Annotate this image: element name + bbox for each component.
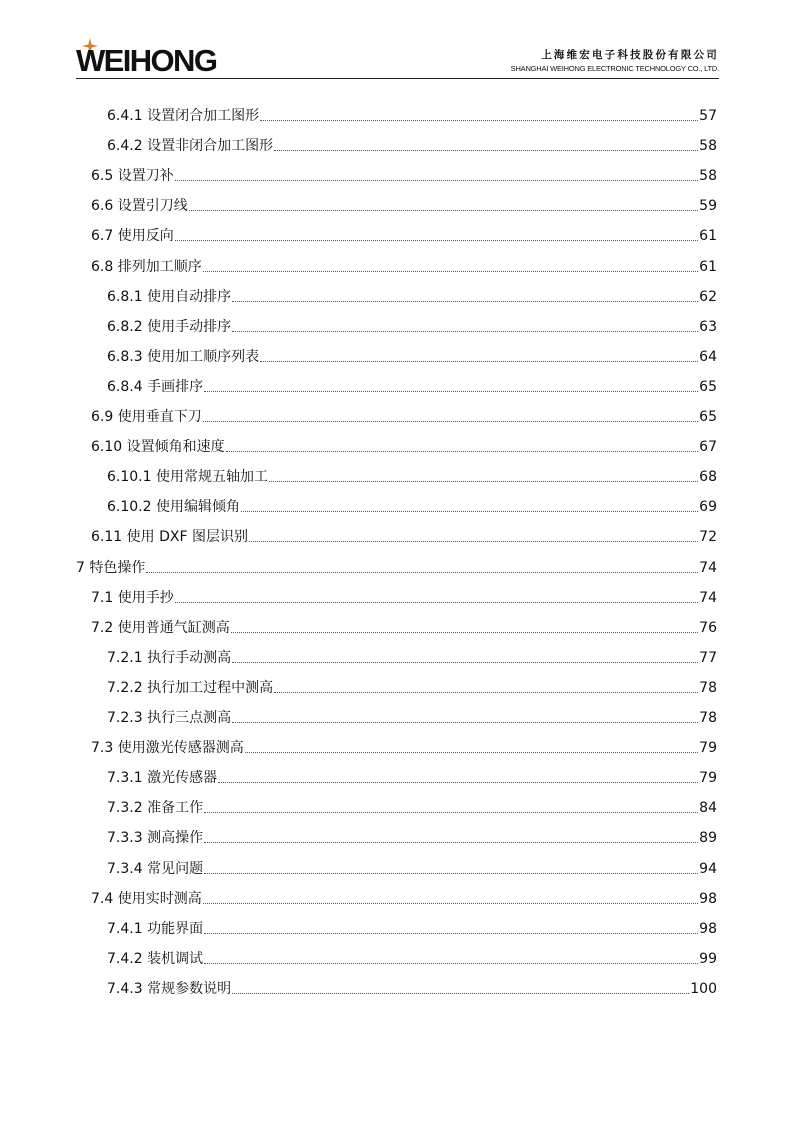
toc-page-number: 63: [699, 318, 717, 335]
toc-entry[interactable]: [107, 817, 717, 847]
toc-page-number: 94: [699, 860, 717, 877]
toc-dot-leader: [232, 993, 689, 994]
toc-dot-leader: [226, 451, 699, 452]
toc-entry[interactable]: [91, 215, 717, 245]
toc-entry[interactable]: [107, 757, 717, 787]
toc-entry[interactable]: [91, 426, 717, 456]
toc-page-number: 69: [699, 499, 717, 516]
toc-page-number: 58: [699, 138, 717, 155]
toc-entry[interactable]: [107, 486, 717, 516]
toc-dot-leader: [232, 722, 698, 723]
toc-page-number: 98: [699, 920, 717, 937]
toc-dot-leader: [203, 421, 698, 422]
toc-entry-title: 6.8.1 使用自动排序: [107, 288, 232, 305]
toc-page-number: 65: [699, 378, 717, 395]
toc-dot-leader: [232, 662, 698, 663]
toc-page-number: 74: [699, 589, 717, 606]
toc-dot-leader: [241, 511, 698, 512]
toc-page-number: 99: [699, 950, 717, 967]
toc-entry-title: 6.10 设置倾角和速度: [91, 439, 225, 456]
toc-page-number: 57: [699, 108, 717, 124]
toc-page-number: 64: [699, 348, 717, 365]
toc-page-number: 61: [699, 258, 717, 275]
toc-entry-title: 6.4.2 设置非闭合加工图形: [107, 138, 274, 155]
toc-entry-title: 7.2.3 执行三点测高: [107, 710, 232, 726]
toc-entry-title: 7.4.3 常规参数说明: [107, 980, 232, 997]
toc-dot-leader: [218, 782, 698, 783]
toc-entry-title: 7 特色操作: [76, 559, 146, 576]
toc-dot-leader: [274, 692, 698, 693]
logo-text: WEIHONG: [76, 43, 217, 78]
toc-entry-title: 7.2.1 执行手动测高: [107, 649, 232, 666]
toc-dot-leader: [189, 210, 698, 211]
toc-dot-leader: [249, 541, 698, 542]
toc-entry[interactable]: [91, 516, 717, 546]
toc-page-number: 78: [699, 679, 717, 696]
toc-dot-leader: [204, 933, 698, 934]
toc-page-number: 65: [699, 409, 717, 425]
toc-page-number: 62: [699, 288, 717, 305]
toc-dot-leader: [204, 391, 698, 392]
toc-entry-title: 6.9 使用垂直下刀: [91, 409, 202, 425]
toc-dot-leader: [175, 180, 698, 181]
toc-dot-leader: [203, 903, 698, 904]
toc-entry-title: 6.4.1 设置闭合加工图形: [107, 108, 260, 124]
toc-entry-title: 7.2.2 执行加工过程中测高: [107, 679, 274, 696]
toc-page-number: 68: [699, 469, 717, 486]
toc-page-number: 61: [699, 228, 717, 245]
company-name-en: SHANGHAI WEIHONG ELECTRONIC TECHNOLOGY CO., LTD.: [510, 64, 719, 73]
toc-page-number: 76: [699, 619, 717, 636]
toc-entry[interactable]: [107, 637, 717, 667]
toc-entry-title: 7.4 使用实时测高: [91, 890, 202, 907]
toc-dot-leader: [146, 572, 698, 573]
toc-entry[interactable]: [91, 577, 717, 607]
toc-entry[interactable]: [91, 607, 717, 637]
toc-entry-title: 7.4.1 功能界面: [107, 920, 204, 937]
company-name-cn: 上海维宏电子科技股份有限公司: [541, 49, 719, 61]
toc-page-number: 77: [699, 649, 717, 666]
toc-entry-title: 6.10.2 使用编辑倾角: [107, 499, 240, 516]
toc-entry[interactable]: [107, 667, 717, 697]
toc-dot-leader: [175, 240, 698, 241]
toc-entry[interactable]: [91, 727, 717, 757]
toc-entry-title: 6.5 设置刀补: [91, 168, 174, 185]
toc-entry[interactable]: [107, 697, 717, 727]
toc-page-number: 59: [699, 198, 717, 215]
toc-dot-leader: [204, 812, 698, 813]
toc-dot-leader: [232, 301, 698, 302]
toc-page-number: 74: [699, 559, 717, 576]
toc-entry[interactable]: [91, 155, 717, 185]
toc-dot-leader: [204, 963, 698, 964]
toc-page-number: 100: [690, 980, 717, 997]
toc-entry-title: 6.8.4 手画排序: [107, 378, 204, 395]
toc-dot-leader: [260, 120, 698, 121]
toc-dot-leader: [269, 481, 698, 482]
toc-entry[interactable]: [107, 938, 717, 968]
toc-page-number: 58: [699, 168, 717, 185]
toc-entry-title: 7.3.1 激光传感器: [107, 770, 218, 787]
toc-entry[interactable]: [107, 366, 717, 396]
toc-entry[interactable]: [91, 396, 717, 426]
toc-page-number: 79: [699, 740, 717, 757]
toc-entry-title: 7.3.2 准备工作: [107, 800, 204, 817]
toc-page-number: 72: [699, 529, 717, 546]
toc-entry[interactable]: [107, 848, 717, 878]
toc-page-number: 78: [699, 710, 717, 726]
toc-entry-title: 7.4.2 装机调试: [107, 950, 204, 967]
toc-dot-leader: [232, 331, 698, 332]
toc-dot-leader: [203, 271, 698, 272]
toc-dot-leader: [260, 361, 698, 362]
weihong-logo: [76, 38, 246, 78]
toc-entry[interactable]: [107, 908, 717, 938]
toc-entry-title: 6.10.1 使用常规五轴加工: [107, 469, 268, 486]
toc-entry[interactable]: [107, 787, 717, 817]
toc-entry-title: 6.7 使用反向: [91, 228, 174, 245]
toc-entry-title: 6.6 设置引刀线: [91, 198, 188, 215]
toc-entry-title: 7.3.4 常见问题: [107, 860, 204, 877]
toc-entry[interactable]: [91, 185, 717, 215]
toc-entry[interactable]: [107, 968, 717, 998]
page-header: [76, 38, 719, 79]
toc-dot-leader: [204, 873, 698, 874]
toc-entry[interactable]: [107, 306, 717, 336]
toc-page-number: 98: [699, 890, 717, 907]
toc-entry-title: 7.3 使用激光传感器测高: [91, 740, 244, 757]
toc-entry-title: 7.2 使用普通气缸测高: [91, 619, 230, 636]
toc-entry[interactable]: [91, 878, 717, 908]
toc-page-number: 89: [699, 830, 717, 847]
toc-entry[interactable]: [107, 125, 717, 155]
toc-dot-leader: [175, 602, 698, 603]
toc-dot-leader: [245, 752, 698, 753]
toc-page-number: 84: [699, 800, 717, 817]
toc-entry[interactable]: [107, 95, 717, 125]
toc-entry-title: 6.11 使用 DXF 图层识别: [91, 529, 248, 546]
toc-dot-leader: [274, 150, 698, 151]
toc-entry[interactable]: [76, 547, 717, 577]
toc-entry[interactable]: [107, 336, 717, 366]
toc-entry[interactable]: [107, 276, 717, 306]
toc-dot-leader: [231, 632, 698, 633]
toc-entry-title: 7.1 使用手抄: [91, 589, 174, 606]
toc-entry-title: 6.8.3 使用加工顺序列表: [107, 348, 260, 365]
toc-entry-title: 6.8.2 使用手动排序: [107, 318, 232, 335]
toc-entry[interactable]: [107, 456, 717, 486]
toc-entry-title: 6.8 排列加工顺序: [91, 258, 202, 275]
toc-dot-leader: [204, 842, 698, 843]
toc-page-number: 67: [699, 439, 717, 456]
toc-entry-title: 7.3.3 测高操作: [107, 830, 204, 847]
toc-entry[interactable]: [91, 246, 717, 276]
toc-page-number: 79: [699, 770, 717, 787]
